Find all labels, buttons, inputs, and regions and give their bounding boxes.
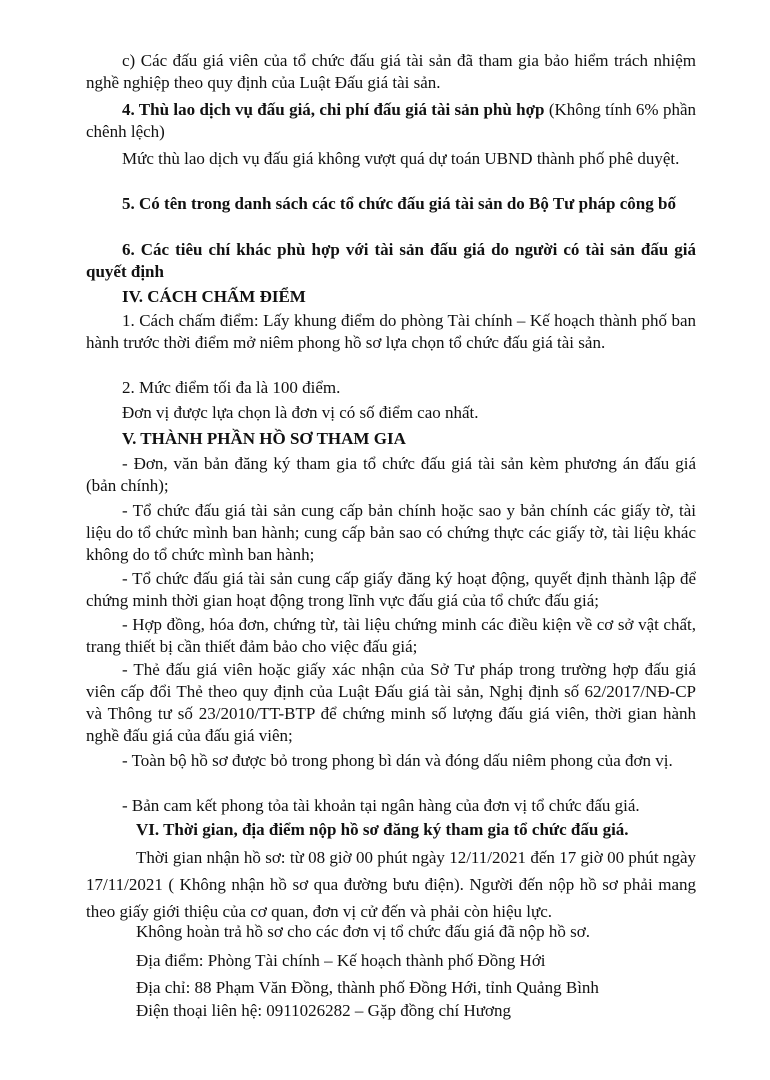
heading-service-fee-note: (Không tính 6% phần chênh lệch) [86, 100, 696, 141]
list-item-sealed-envelope: - Toàn bộ hồ sơ được bỏ trong phong bì dán và đóng dấu niêm phong của đơn vị. [122, 751, 673, 770]
paragraph-no-return: Không hoàn trả hồ sơ cho các đơn vị tổ chức đấu giá đã nộp hồ sơ. [136, 922, 590, 941]
paragraph-auctioneer-insurance: c) Các đấu giá viên của tổ chức đấu giá tài sản đã tham gia bảo hiểm trách nhiệm nghề nghiệp theo quy định của Luật Đấu giá tài sản. [86, 51, 696, 92]
heading-service-fee-bold: 4. Thù lao dịch vụ đấu giá, chi phí đấu giá tài sản phù hợp [122, 100, 549, 119]
list-item-documents: - Tổ chức đấu giá tài sản cung cấp bản chính hoặc sao y bản chính các giấy tờ, tài liệu do tổ chức mình ban hành; cung cấp bản sao có chứng thực các giấy tờ, tài liệu khác không do tổ chức mình ban hành; [86, 501, 696, 564]
list-item-application: - Đơn, văn bản đăng ký tham gia tổ chức đấu giá tài sản kèm phương án đấu giá (bản chính); [86, 454, 696, 495]
paragraph-location: Địa điểm: Phòng Tài chính – Kế hoạch thành phố Đồng Hới [136, 951, 546, 970]
section-title-dossier: V. THÀNH PHẦN HỒ SƠ THAM GIA [122, 429, 406, 448]
paragraph-phone: Điện thoại liên hệ: 0911026282 – Gặp đồng chí Hương [136, 1001, 511, 1020]
heading-ministry-list: 5. Có tên trong danh sách các tổ chức đấu giá tài sản do Bộ Tư pháp công bố [122, 194, 676, 213]
list-item-contracts: - Hợp đồng, hóa đơn, chứng từ, tài liệu chứng minh các điều kiện về cơ sở vật chất, trang thiết bị cần thiết đảm bảo cho việc đấu giá; [86, 615, 696, 656]
paragraph-receiving-time: Thời gian nhận hồ sơ: từ 08 giờ 00 phút ngày 12/11/2021 đến 17 giờ 00 phút ngày 17/11/2021 ( Không nhận hồ sơ qua đường bưu điện). Người đến nộp hồ sơ phải mang theo giấy giới thiệu của cơ quan, đơn vị cử đến và phải còn hiệu lực. [86, 848, 696, 921]
paragraph-max-score: 2. Mức điểm tối đa là 100 điểm. [122, 378, 341, 397]
section-title-time-location: VI. Thời gian, địa điểm nộp hồ sơ đăng ký tham gia tổ chức đấu giá. [136, 820, 629, 839]
paragraph-selection-rule: Đơn vị được lựa chọn là đơn vị có số điểm cao nhất. [122, 403, 479, 422]
heading-other-criteria: 6. Các tiêu chí khác phù hợp với tài sản đấu giá do người có tài sản đấu giá quyết định [86, 240, 696, 281]
list-item-auctioneer-card: - Thẻ đấu giá viên hoặc giấy xác nhận của Sở Tư pháp trong trường hợp đấu giá viên cấp đổi Thẻ theo quy định của Luật Đấu giá tài sản, Nghị định số 62/2017/NĐ-CP và Thông tư số 23/2010/TT-BTP để chứng minh số lượng đấu giá viên, thời gian hành nghề đấu giá của đấu giá viên; [86, 660, 696, 745]
paragraph-fee-limit: Mức thù lao dịch vụ đấu giá không vượt quá dự toán UBND thành phố phê duyệt. [122, 149, 680, 168]
list-item-registration: - Tổ chức đấu giá tài sản cung cấp giấy đăng ký hoạt động, quyết định thành lập để chứng minh thời gian hoạt động trong lĩnh vực đấu giá của tổ chức đấu giá; [86, 569, 696, 610]
list-item-account-freeze: - Bản cam kết phong tỏa tài khoản tại ngân hàng của đơn vị tổ chức đấu giá. [122, 796, 640, 815]
paragraph-address: Địa chỉ: 88 Phạm Văn Đồng, thành phố Đồng Hới, tỉnh Quảng Bình [136, 978, 599, 997]
paragraph-scoring-method: 1. Cách chấm điểm: Lấy khung điểm do phòng Tài chính – Kế hoạch thành phố ban hành trước thời điểm mở niêm phong hồ sơ lựa chọn tổ chức đấu giá tài sản. [86, 311, 696, 352]
section-title-scoring: IV. CÁCH CHẤM ĐIỂM [122, 287, 306, 306]
heading-service-fee [86, 99, 696, 143]
